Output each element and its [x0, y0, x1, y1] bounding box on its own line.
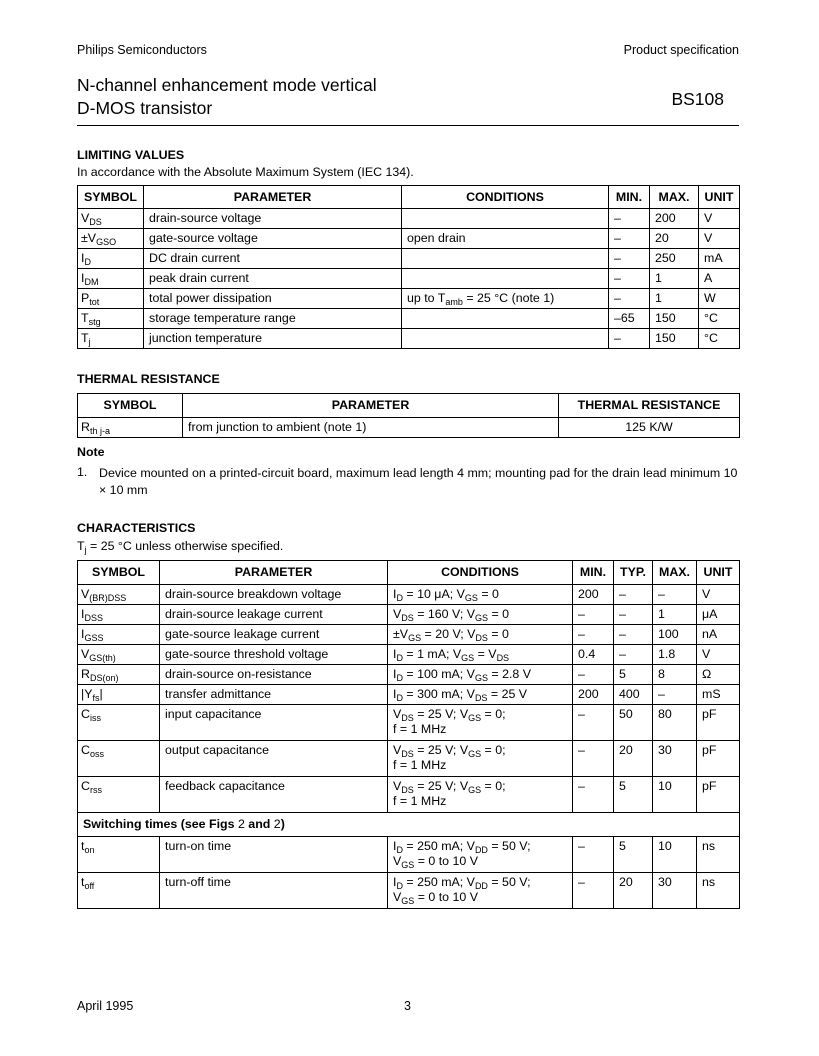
- min-cell: –: [573, 741, 614, 777]
- max-cell: 1: [650, 269, 699, 289]
- parameter-cell: output capacitance: [160, 741, 388, 777]
- symbol-cell: $T_j$: [78, 329, 144, 349]
- parameter-cell: drain-source leakage current: [160, 605, 388, 625]
- unit-cell: Ω: [697, 665, 740, 685]
- typ-cell: –: [614, 585, 653, 605]
- title-line-2: D-MOS transistor: [77, 98, 213, 118]
- note-text: Device mounted on a printed-circuit board, maximum lead length 4 mm; mounting pad for the drain lead minimum 10 × 10 mm: [99, 466, 738, 497]
- conditions-cell: [402, 309, 609, 329]
- limiting-values-heading: LIMITING VALUES: [77, 148, 185, 162]
- unit-cell: °C: [699, 309, 740, 329]
- unit-cell: V: [697, 645, 740, 665]
- unit-cell: pF: [697, 705, 740, 741]
- unit-cell: V: [699, 229, 740, 249]
- table-row: [78, 741, 740, 777]
- typ-cell: 5: [614, 777, 653, 813]
- header-divider: [77, 125, 739, 126]
- symbol-cell: $C_{iss}$: [78, 705, 160, 741]
- parameter-cell: total power dissipation: [144, 289, 402, 309]
- min-cell: –: [573, 665, 614, 685]
- max-cell: 250: [650, 249, 699, 269]
- table-row: [78, 249, 740, 269]
- column-header: UNIT: [699, 186, 740, 209]
- max-cell: 100: [653, 625, 697, 645]
- conditions-cell: [388, 645, 573, 665]
- conditions-cell: [388, 685, 573, 705]
- symbol-cell: $I_D$: [78, 249, 144, 269]
- symbol-cell: $V_{DS}$: [78, 209, 144, 229]
- footer-date: April 1995: [77, 999, 134, 1013]
- characteristics-heading: CHARACTERISTICS: [77, 521, 196, 535]
- conditions-cell: [388, 625, 573, 645]
- max-cell: 1.8: [653, 645, 697, 665]
- parameter-cell: turn-on time: [160, 837, 388, 873]
- symbol-cell: $V_{GS(th)}$: [78, 645, 160, 665]
- value-cell: 125 K/W: [559, 418, 740, 438]
- max-cell: –: [653, 685, 697, 705]
- typ-cell: 5: [614, 837, 653, 873]
- table-header-row: [78, 186, 740, 209]
- condition-line: f = 1 MHz: [393, 758, 447, 772]
- title-line-1: N-channel enhancement mode vertical: [77, 75, 377, 95]
- min-cell: 200: [573, 685, 614, 705]
- column-header: SYMBOL: [78, 186, 144, 209]
- condition-line: $I_D = 1$ mA; $V_{GS} = V_{DS}$: [393, 647, 510, 663]
- column-header: THERMAL RESISTANCE: [559, 394, 740, 418]
- max-cell: 8: [653, 665, 697, 685]
- min-cell: –65: [609, 309, 650, 329]
- condition-line: $V_{DS} = 160$ V; $V_{GS} = 0$: [393, 607, 510, 623]
- table-row: [78, 685, 740, 705]
- table-row: [78, 289, 740, 309]
- conditions-cell: [402, 209, 609, 229]
- unit-cell: mS: [697, 685, 740, 705]
- symbol-cell: $t_{on}$: [78, 837, 160, 873]
- unit-cell: mA: [699, 249, 740, 269]
- conditions-cell: [388, 605, 573, 625]
- unit-cell: A: [699, 269, 740, 289]
- condition-line: $V_{DS} = 25$ V; $V_{GS} = 0$;: [393, 743, 506, 759]
- typ-cell: 400: [614, 685, 653, 705]
- limiting-values-table: [77, 185, 740, 349]
- figure-link[interactable]: 2: [237, 817, 245, 831]
- unit-cell: V: [697, 585, 740, 605]
- symbol-cell: $V_{(BR)DSS}$: [78, 585, 160, 605]
- symbol-cell: $|Y_{fs}|$: [78, 685, 160, 705]
- typ-cell: 50: [614, 705, 653, 741]
- conditions-cell: open drain: [402, 229, 609, 249]
- min-cell: –: [573, 837, 614, 873]
- min-cell: –: [609, 289, 650, 309]
- parameter-cell: from junction to ambient (note 1): [183, 418, 559, 438]
- condition-line: $I_D = 250$ mA; $V_{DD} = 50$ V;: [393, 875, 531, 891]
- max-cell: 150: [650, 329, 699, 349]
- table-row: [78, 873, 740, 909]
- condition-line: $\pm V_{GS} = 20$ V; $V_{DS} = 0$: [393, 627, 509, 643]
- parameter-cell: storage temperature range: [144, 309, 402, 329]
- table-row: [78, 777, 740, 813]
- column-header: MIN.: [609, 186, 650, 209]
- table-header-row: [78, 561, 740, 585]
- max-cell: 80: [653, 705, 697, 741]
- condition-line: $I_D = 10$ μA; $V_{GS} = 0$: [393, 587, 499, 603]
- max-cell: 150: [650, 309, 699, 329]
- conditions-cell: [402, 329, 609, 349]
- table-row: [78, 309, 740, 329]
- symbol-cell: $R_{DS(on)}$: [78, 665, 160, 685]
- column-header: CONDITIONS: [402, 186, 609, 209]
- condition-line: $I_D = 300$ mA; $V_{DS} = 25$ V: [393, 687, 528, 703]
- max-cell: 30: [653, 873, 697, 909]
- condition-line: f = 1 MHz: [393, 794, 447, 808]
- table-row: [78, 645, 740, 665]
- switching-times-row: [78, 813, 740, 837]
- characteristics-subheading: $T_j = 25$ °C unless otherwise specified.: [77, 539, 284, 555]
- thermal-resistance-table: [77, 393, 740, 438]
- min-cell: 0.4: [573, 645, 614, 665]
- typ-cell: 5: [614, 665, 653, 685]
- typ-cell: 20: [614, 873, 653, 909]
- page-number: 3: [404, 999, 411, 1013]
- min-cell: –: [609, 229, 650, 249]
- parameter-cell: gate-source threshold voltage: [160, 645, 388, 665]
- table-row: [78, 418, 740, 438]
- column-header: SYMBOL: [78, 394, 183, 418]
- typ-cell: 20: [614, 741, 653, 777]
- column-header: MAX.: [650, 186, 699, 209]
- parameter-cell: DC drain current: [144, 249, 402, 269]
- conditions-cell: [388, 741, 573, 777]
- max-cell: 10: [653, 777, 697, 813]
- max-cell: –: [653, 585, 697, 605]
- parameter-cell: transfer admittance: [160, 685, 388, 705]
- parameter-cell: gate-source leakage current: [160, 625, 388, 645]
- conditions-cell: [402, 249, 609, 269]
- typ-cell: –: [614, 625, 653, 645]
- parameter-cell: turn-off time: [160, 873, 388, 909]
- table-row: [78, 705, 740, 741]
- condition-line: $I_D = 250$ mA; $V_{DD} = 50$ V;: [393, 839, 531, 855]
- min-cell: –: [573, 605, 614, 625]
- figure-link[interactable]: 2: [273, 817, 281, 831]
- unit-cell: ns: [697, 837, 740, 873]
- limiting-values-subheading: In accordance with the Absolute Maximum System (IEC 134).: [77, 165, 414, 179]
- condition-line: $V_{DS} = 25$ V; $V_{GS} = 0$;: [393, 779, 506, 795]
- column-header: SYMBOL: [78, 561, 160, 585]
- column-header: TYP.: [614, 561, 653, 585]
- symbol-cell: $I_{GSS}$: [78, 625, 160, 645]
- characteristics-table: [77, 560, 740, 909]
- symbol-cell: $\pm V_{GSO}$: [78, 229, 144, 249]
- max-cell: 10: [653, 837, 697, 873]
- parameter-cell: junction temperature: [144, 329, 402, 349]
- conditions-cell: [402, 269, 609, 289]
- table-row: [78, 625, 740, 645]
- symbol-cell: $I_{DSS}$: [78, 605, 160, 625]
- parameter-cell: drain-source voltage: [144, 209, 402, 229]
- symbol-cell: $C_{oss}$: [78, 741, 160, 777]
- conditions-cell: [388, 705, 573, 741]
- typ-cell: –: [614, 605, 653, 625]
- conditions-cell: [388, 837, 573, 873]
- conditions-cell: [388, 777, 573, 813]
- min-cell: –: [573, 777, 614, 813]
- parameter-cell: drain-source on-resistance: [160, 665, 388, 685]
- symbol-cell: $I_{DM}$: [78, 269, 144, 289]
- thermal-resistance-heading: THERMAL RESISTANCE: [77, 372, 220, 386]
- symbol-cell: $T_{stg}$: [78, 309, 144, 329]
- conditions-cell: [388, 665, 573, 685]
- conditions-cell: [388, 585, 573, 605]
- note-number: 1.: [77, 465, 88, 479]
- table-row: [78, 605, 740, 625]
- max-cell: 20: [650, 229, 699, 249]
- unit-cell: °C: [699, 329, 740, 349]
- column-header: CONDITIONS: [388, 561, 573, 585]
- min-cell: –: [573, 625, 614, 645]
- parameter-cell: input capacitance: [160, 705, 388, 741]
- table-row: [78, 209, 740, 229]
- symbol-cell: $t_{off}$: [78, 873, 160, 909]
- unit-cell: pF: [697, 777, 740, 813]
- min-cell: –: [573, 705, 614, 741]
- min-cell: –: [609, 269, 650, 289]
- unit-cell: nA: [697, 625, 740, 645]
- parameter-cell: gate-source voltage: [144, 229, 402, 249]
- parameter-cell: feedback capacitance: [160, 777, 388, 813]
- table-row: [78, 665, 740, 685]
- symbol-cell: $R_{th j-a}$: [78, 418, 183, 438]
- symbol-cell: $P_{tot}$: [78, 289, 144, 309]
- unit-cell: ns: [697, 873, 740, 909]
- table-row: [78, 585, 740, 605]
- min-cell: –: [609, 329, 650, 349]
- condition-line: $I_D = 100$ mA; $V_{GS} = 2.8$ V: [393, 667, 532, 683]
- table-row: [78, 229, 740, 249]
- table-row: [78, 329, 740, 349]
- max-cell: 200: [650, 209, 699, 229]
- parameter-cell: peak drain current: [144, 269, 402, 289]
- condition-line: $V_{GS} = 0$ to 10 V: [393, 854, 479, 870]
- company-name: Philips Semiconductors: [77, 43, 207, 57]
- unit-cell: pF: [697, 741, 740, 777]
- note-heading: Note: [77, 445, 105, 459]
- max-cell: 1: [653, 605, 697, 625]
- column-header: PARAMETER: [183, 394, 559, 418]
- unit-cell: V: [699, 209, 740, 229]
- condition-line: $V_{DS} = 25$ V; $V_{GS} = 0$;: [393, 707, 506, 723]
- max-cell: 30: [653, 741, 697, 777]
- typ-cell: –: [614, 645, 653, 665]
- max-cell: 1: [650, 289, 699, 309]
- min-cell: –: [573, 873, 614, 909]
- table-row: [78, 269, 740, 289]
- conditions-cell: [388, 873, 573, 909]
- condition-line: $V_{GS} = 0$ to 10 V: [393, 890, 479, 906]
- doc-type: Product specification: [623, 43, 739, 57]
- min-cell: 200: [573, 585, 614, 605]
- symbol-cell: $C_{rss}$: [78, 777, 160, 813]
- switching-times-heading: Switching times (see Figs 2 and 2): [78, 813, 740, 837]
- column-header: MIN.: [573, 561, 614, 585]
- min-cell: –: [609, 209, 650, 229]
- column-header: MAX.: [653, 561, 697, 585]
- min-cell: –: [609, 249, 650, 269]
- part-number: BS108: [671, 89, 724, 109]
- unit-cell: μA: [697, 605, 740, 625]
- unit-cell: W: [699, 289, 740, 309]
- column-header: PARAMETER: [144, 186, 402, 209]
- column-header: PARAMETER: [160, 561, 388, 585]
- parameter-cell: drain-source breakdown voltage: [160, 585, 388, 605]
- table-header-row: [78, 394, 740, 418]
- column-header: UNIT: [697, 561, 740, 585]
- document-title: [77, 74, 377, 120]
- conditions-cell: up to $T_{amb} = 25$ °C (note 1): [402, 289, 609, 309]
- condition-line: f = 1 MHz: [393, 722, 447, 736]
- table-row: [78, 837, 740, 873]
